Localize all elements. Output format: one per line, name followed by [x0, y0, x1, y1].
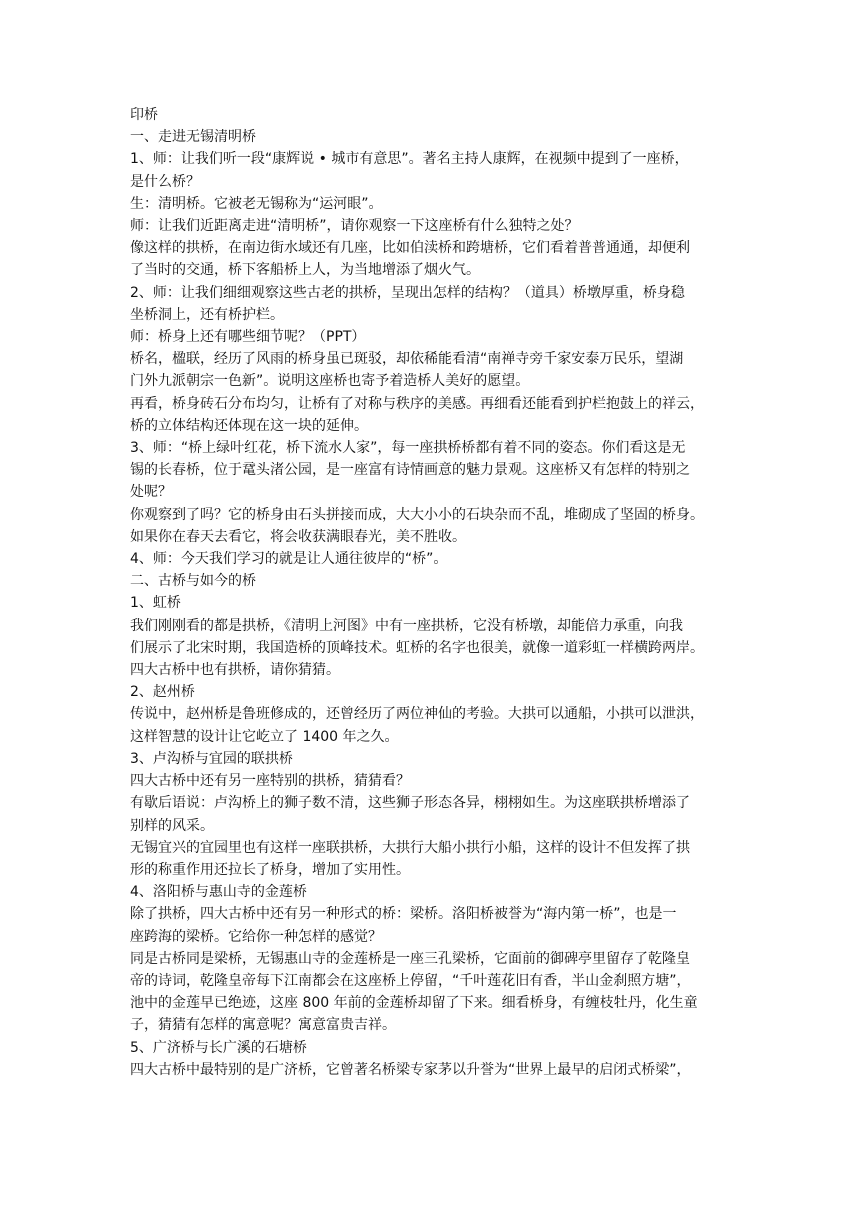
section-heading: 一、走进无锡清明桥 [130, 129, 256, 146]
paragraph-line: 师：桥身上还有哪些细节呢？（PPT） [130, 329, 366, 346]
doc-title: 印桥 [130, 107, 158, 123]
paragraph-line: 你观察到了吗？它的桥身由石头拼接而成，大大小小的石块杂而不乱，堆砌成了坚固的桥身。 [130, 506, 704, 523]
paragraph-line: 2、师：让我们细细观察这些古老的拱桥，呈现出怎样的结构？（道具）桥墩厚重，桥身稳 [130, 284, 685, 301]
document-body [130, 104, 730, 1081]
paragraph-line: 1、师：让我们听一段“康辉说 • 城市有意思”。著名主持人康辉，在视频中提到了一座桥， [130, 151, 689, 168]
paragraph-line: 桥的立体结构还体现在这一块的延伸。 [130, 417, 368, 434]
paragraph-line: 这样智慧的设计让它屹立了 1400 年之久。 [130, 728, 399, 745]
subsection-heading: 1、虹桥 [130, 595, 181, 612]
paragraph-line: 桥名，楹联，经历了风雨的桥身虽已斑驳，却依稀能看清“南禅寺旁千家安泰万民乐，望湖 [130, 351, 684, 368]
paragraph-line: 们展示了北宋时期，我国造桥的顶峰技术。虹桥的名字也很美，就像一道彩虹一样横跨两岸。 [130, 639, 704, 656]
subsection-heading: 3、卢沟桥与宜园的联拱桥 [130, 750, 293, 767]
paragraph-line: 是什么桥？ [130, 173, 200, 190]
paragraph-line: 再看，桥身砖石分布均匀，让桥有了对称与秩序的美感。再细看还能看到护栏抱鼓上的祥云， [130, 395, 704, 412]
paragraph-line: 师：让我们近距离走进“清明桥”，请你观察一下这座桥有什么独特之处？ [130, 218, 579, 235]
paragraph-line: 了当时的交通，桥下客船桥上人，为当地增添了烟火气。 [130, 262, 480, 279]
paragraph-line: 同是古桥同是梁桥，无锡惠山寺的金莲桥是一座三孔梁桥，它面前的御碑亭里留存了乾隆皇 [130, 950, 690, 967]
paragraph-line: 4、师：今天我们学习的就是让人通往彼岸的“桥”。 [130, 551, 448, 568]
paragraph-line: 坐桥洞上，还有桥护栏。 [130, 306, 284, 323]
paragraph-line: 四大古桥中还有另一座特别的拱桥，猜猜看？ [130, 773, 410, 790]
paragraph-line: 四大古桥中也有拱桥，请你猜猜。 [130, 662, 340, 679]
paragraph-line: 如果你在春天去看它，将会收获满眼春光，美不胜收。 [130, 528, 466, 545]
paragraph-line: 子，猜猜有怎样的寓意呢？寓意富贵吉祥。 [130, 1017, 396, 1034]
subsection-heading: 5、广济桥与长广溪的石塘桥 [130, 1039, 307, 1056]
paragraph-line: 别样的风采。 [130, 817, 214, 834]
paragraph-line: 帝的诗词，乾隆皇帝每下江南都会在这座桥上停留，“千叶莲花旧有香，半山金刹照方塘”， [130, 972, 691, 989]
paragraph-line: 有歇后语说：卢沟桥上的狮子数不清，这些狮子形态各异，栩栩如生。为这座联拱桥增添了 [130, 795, 690, 812]
paragraph-line: 池中的金莲早已绝迹，这座 800 年前的金莲桥却留了下来。细看桥身，有缠枝牡丹，化生童 [130, 995, 698, 1012]
paragraph-line: 锡的长春桥，位于鼋头渚公园，是一座富有诗情画意的魅力景观。这座桥又有怎样的特别之 [130, 462, 690, 479]
paragraph-line: 3、师：“桥上绿叶红花，桥下流水人家”，每一座拱桥桥都有着不同的姿态。你们看这是无 [130, 440, 686, 457]
section-heading: 二、古桥与如今的桥 [130, 573, 256, 590]
subsection-heading: 2、赵州桥 [130, 684, 195, 701]
paragraph-line: 像这样的拱桥，在南边街水域还有几座，比如伯渎桥和跨塘桥，它们看着普普通通，却便利 [130, 240, 690, 257]
paragraph-line: 形的称重作用还拉长了桥身，增加了实用性。 [130, 861, 410, 878]
paragraph-line: 门外九派朝宗一色新”。说明这座桥也寄予着造桥人美好的愿望。 [130, 373, 530, 390]
paragraph-line: 四大古桥中最特别的是广济桥，它曾著名桥梁专家茅以升誉为“世界上最早的启闭式桥梁”， [130, 1061, 691, 1078]
paragraph-line: 除了拱桥，四大古桥中还有另一种形式的桥：梁桥。洛阳桥被誉为“海内第一桥”，也是一 [130, 906, 677, 923]
paragraph-line: 座跨海的梁桥。它给你一种怎样的感觉？ [130, 928, 382, 945]
subsection-heading: 4、洛阳桥与惠山寺的金莲桥 [130, 884, 307, 901]
paragraph-line: 传说中，赵州桥是鲁班修成的，还曾经历了两位神仙的考验。大拱可以通船，小拱可以泄洪， [130, 706, 704, 723]
paragraph-line: 无锡宜兴的宜园里也有这样一座联拱桥，大拱行大船小拱行小船，这样的设计不但发挥了拱 [130, 839, 690, 856]
paragraph-line: 我们刚刚看的都是拱桥，《清明上河图》中有一座拱桥，它没有桥墩，却能倍力承重，向我 [130, 617, 683, 634]
paragraph-line: 生：清明桥。它被老无锡称为“运河眼”。 [130, 195, 383, 212]
paragraph-line: 处呢？ [130, 484, 172, 501]
